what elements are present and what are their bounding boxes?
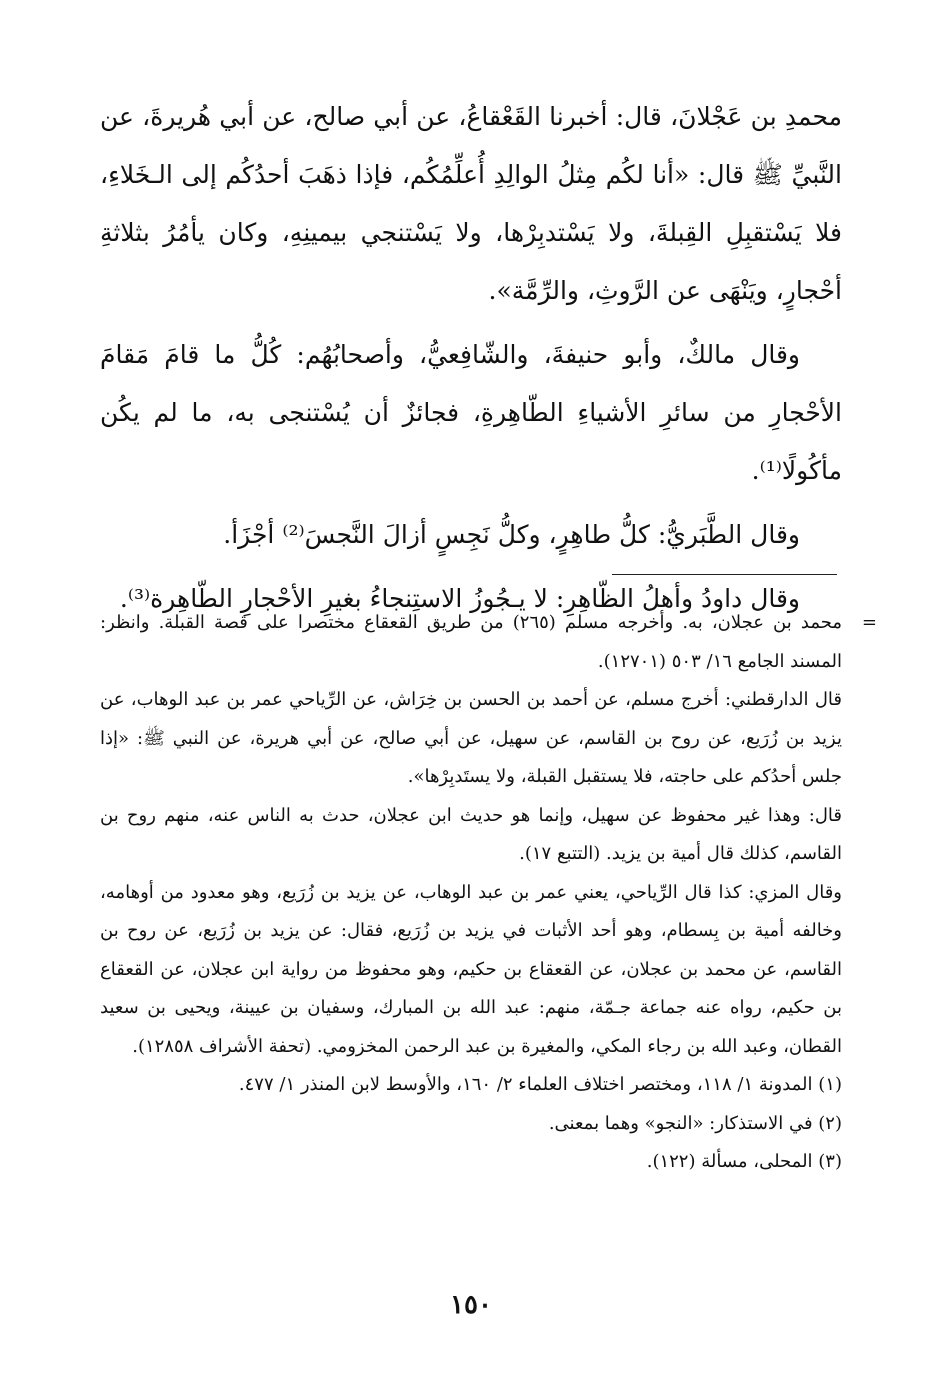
footnote-continuation-paragraph: قال الدارقطني: أخرج مسلم، عن أحمد بن الحسن بن خِرَاش، عن الرِّياحي عمر بن عبد الوهاب، عن يزيد بن زُرَيع، عن روح بن القاسم، عن سهيل، عن أبي صالح، عن أبي هريرة، عن النبي ﷺ: «إذا جلس أحدُكم على حاجته، فلا يستقبل القبلة، ولا يستَدبِرْها». [100, 689, 842, 787]
footnote-separator [612, 574, 837, 575]
paragraph-tabari-opinion: وقال الطَّبَريُّ: كلُّ طاهِرٍ، وكلُّ نَجِسٍ أزالَ النَّجسَ⁽²⁾ أجْزَأ. [223, 520, 800, 549]
paragraph-dawud-opinion: وقال داودُ وأهلُ الظّاهِرِ: لا يـجُوزُ الاستِنجاءُ بغيرِ الأحْجارِ الطّاهِرة⁽³⁾. [119, 584, 800, 613]
continuation-marker: = [861, 612, 877, 633]
footnotes [100, 604, 877, 1182]
paragraph-hadith: محمدِ بن عَجْلانَ، قال: أخبرنا القَعْقاعُ، عن أبي صالح، عن أبي هُريرةَ، عن النَّبيِّ ﷺ قال: «أنا لكُم مِثلُ الوالِدِ أُعلِّمُكُم، فإذا ذهَبَ أحدُكُم إلى الـخَلاءِ، فلا يَسْتقبِلِ القِبلةَ، ولا يَسْتدبِرْها، ولا يَسْتنجي بيمينِهِ، وكان يأمُرُ بثلاثةِ أحْجارٍ، ويَنْهَى عن الرَّوثِ، والرِّمَّة». [100, 102, 842, 305]
footnote-2: (٢) في الاستذكار: «النجو» وهما بمعنى. [548, 1112, 842, 1134]
main-text [100, 88, 842, 628]
paragraph-malik-opinion: وقال مالكٌ، وأبو حنيفةَ، والشّافِعيُّ، وأصحابُهُم: كُلُّ ما قامَ مَقامَ الأحْجارِ من سائرِ الأشياءِ الطّاهِرةِ، فجائزٌ أن يُسْتنجى به، ما لم يكُن مأكُولًا⁽¹⁾. [100, 340, 842, 485]
footnote-1: (١) المدونة ١/ ١١٨، ومختصر اختلاف العلماء ٢/ ١٦٠، والأوسط لابن المنذر ١/ ٤٧٧. [238, 1074, 842, 1095]
page-number: ١٥٠ [450, 1290, 492, 1320]
footnote-continuation-paragraph: محمد بن عجلان، به. وأخرجه مسلم (٢٦٥) من طريق القعقاع مختصرا على قصة القبلة. وانظر: المسند الجامع ١٦/ ٥٠٣ (١٢٧٠١). [100, 612, 842, 672]
footnote-continuation-paragraph: وقال المزي: كذا قال الرِّياحي، يعني عمر بن عبد الوهاب، عن يزيد بن زُرَيع، وهو معدود من أوهامه، وخالفه أمية بن بِسطام، وهو أحد الأثبات في يزيد بن زُرَيع، فقال: عن يزيد بن زُرَيع، عن روح بن القاسم، عن محمد بن عجلان، عن القعقاع بن حكيم، وهو محفوظ من رواية ابن عجلان، عن القعقاع بن حكيم، رواه عنه جماعة جـمّة، منهم: عبد الله بن المبارك، وسفيان بن عيينة، ويحيى بن سعيد القطان، وعبد الله بن رجاء المكي، والمغيرة بن عبد الرحمن المخزومي. (تحفة الأشراف ١٢٨٥٨). [100, 881, 842, 1057]
footnote-continuation-paragraph: قال: وهذا غير محفوظ عن سهيل، وإنما هو حديث ابن عجلان، حدث به الناس عنه، منهم روح بن القاسم، كذلك قال أمية بن يزيد. (التتبع ١٧). [100, 804, 842, 864]
footnote-3: (٣) المحلى، مسألة (١٢٢). [646, 1151, 842, 1172]
footnote-continuation [100, 604, 877, 681]
